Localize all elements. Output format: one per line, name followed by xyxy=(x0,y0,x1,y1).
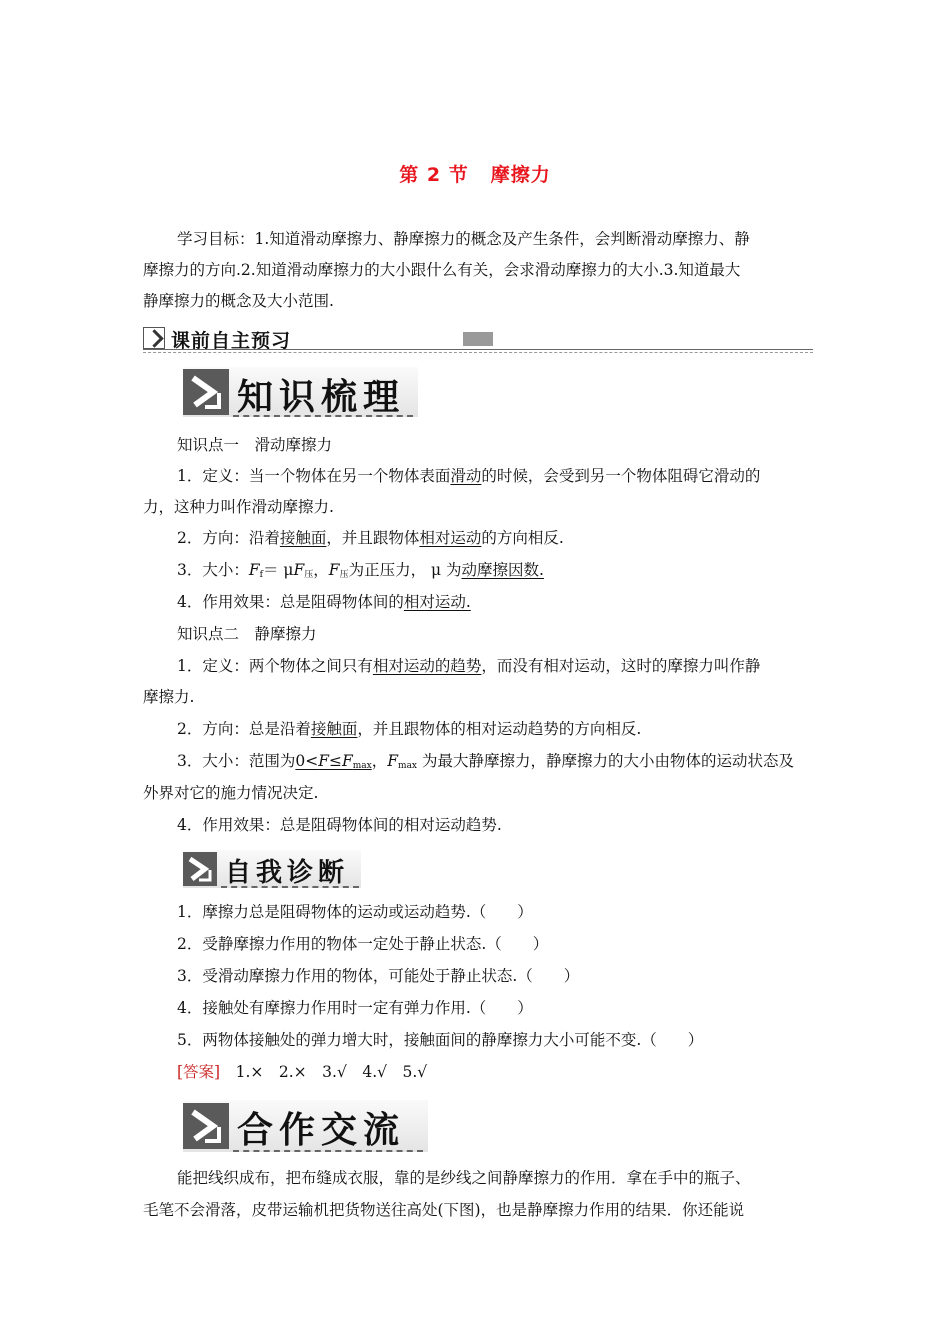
banner-rule-dashed xyxy=(143,352,813,353)
heading-knowledge xyxy=(183,367,423,419)
k2-definition: 1．定义：两个物体之间只有相对运动的趋势，而没有相对运动，这时的摩擦力叫作静 xyxy=(177,657,761,675)
k2-effect: 4．作用效果：总是阻碍物体间的相对运动趋势. xyxy=(177,816,502,834)
chevron-right-icon xyxy=(183,1103,229,1149)
chevron-right-icon xyxy=(183,369,229,415)
diagnosis-item-2: 2．受静摩擦力作用的物体一定处于静止状态.（ ） xyxy=(177,935,549,953)
banner-title: 课前自主预习 xyxy=(171,330,292,352)
k1-def-answer: 滑动 xyxy=(450,467,482,485)
k1-size-answer: 动摩擦因数. xyxy=(461,561,544,579)
k1-effect: 4．作用效果：总是阻碍物体间的相对运动. xyxy=(177,593,471,611)
k1-dir-answer-2: 相对运动 xyxy=(419,529,482,547)
answer-label: [答案] xyxy=(177,1063,221,1081)
k1-definition: 1．定义：当一个物体在另一个物体表面滑动的时候，会受到另一个物体阻碍它滑动的 xyxy=(177,467,761,485)
k2-magnitude: 3．大小：范围为$0<F\le F_{max}$，$F_{max}$ 为最大静摩擦力，静摩擦力的大小由物体的运动状态及 xyxy=(177,752,794,771)
k1-dir-answer-1: 接触面 xyxy=(279,529,327,547)
answer-line xyxy=(177,1057,427,1088)
answer-text: 1.× 2.× 3.√ 4.√ 5.√ xyxy=(220,1063,428,1081)
title-text: 摩擦力 xyxy=(490,164,551,186)
coop-line-1: 能把线织成布，把布缝成衣服，靠的是纱线之间静摩擦力的作用．拿在手中的瓶子、 xyxy=(177,1169,751,1187)
heading-knowledge-label: 知识梳理 xyxy=(237,377,406,418)
heading-cooperation-label: 合作交流 xyxy=(237,1110,406,1151)
banner-rule xyxy=(143,349,813,350)
k1-effect-answer: 相对运动. xyxy=(403,593,471,611)
k2-definition-cont: 摩擦力. xyxy=(143,688,195,706)
coop-line-2: 毛笔不会滑落，皮带运输机把货物送往高处(下图)，也是静摩擦力作用的结果．你还能说 xyxy=(143,1201,745,1219)
k2-size-answer: $0<F\le F_{max}$ xyxy=(295,752,372,771)
page-title xyxy=(0,160,950,187)
k2-magnitude-cont: 外界对它的施力情况决定. xyxy=(143,784,319,802)
diagnosis-item-5: 5．两物体接触处的弹力增大时，接触面间的静摩擦力大小可能不变.（ ） xyxy=(177,1031,704,1049)
diagnosis-item-1: 1．摩擦力总是阻碍物体的运动或运动趋势.（ ） xyxy=(177,903,533,921)
objectives-line-1: 学习目标：1.知道滑动摩擦力、静摩擦力的概念及产生条件，会判断滑动摩擦力、静 xyxy=(177,230,750,248)
objectives-line-3: 静摩擦力的概念及大小范围. xyxy=(143,292,334,310)
k1-magnitude: 3．大小：$F_f= \mu F_压$，$F_压$为正压力， μ 为动摩擦因数. xyxy=(177,561,544,580)
k1-title: 知识点一 滑动摩擦力 xyxy=(177,436,333,454)
heading-cooperation xyxy=(183,1100,433,1154)
k2-direction: 2．方向：总是沿着接触面，并且跟物体的相对运动趋势的方向相反. xyxy=(177,720,642,738)
heading-diagnosis xyxy=(183,850,363,890)
banner-arrow-icon xyxy=(143,327,165,349)
k2-def-answer: 相对运动的趋势 xyxy=(372,657,482,675)
objectives-line-2: 摩擦力的方向.2.知道滑动摩擦力的大小跟什么有关，会求滑动摩擦力的大小.3.知道最大 xyxy=(143,261,741,279)
k1-definition-cont: 力，这种力叫作滑动摩擦力. xyxy=(143,498,334,516)
k2-title: 知识点二 静摩擦力 xyxy=(177,625,317,643)
diagnosis-item-4: 4．接触处有摩擦力作用时一定有弹力作用.（ ） xyxy=(177,999,533,1017)
title-section-number: 第 2 节 xyxy=(399,164,469,186)
heading-diagnosis-label: 自我诊断 xyxy=(225,858,350,888)
chevron-right-icon xyxy=(183,852,217,886)
k1-direction: 2．方向：沿着接触面，并且跟物体相对运动的方向相反. xyxy=(177,529,564,547)
section-banner xyxy=(143,326,813,352)
k2-dir-answer: 接触面 xyxy=(310,720,358,738)
diagnosis-item-3: 3．受滑动摩擦力作用的物体，可能处于静止状态.（ ） xyxy=(177,967,580,985)
banner-decor-bar xyxy=(463,332,493,346)
